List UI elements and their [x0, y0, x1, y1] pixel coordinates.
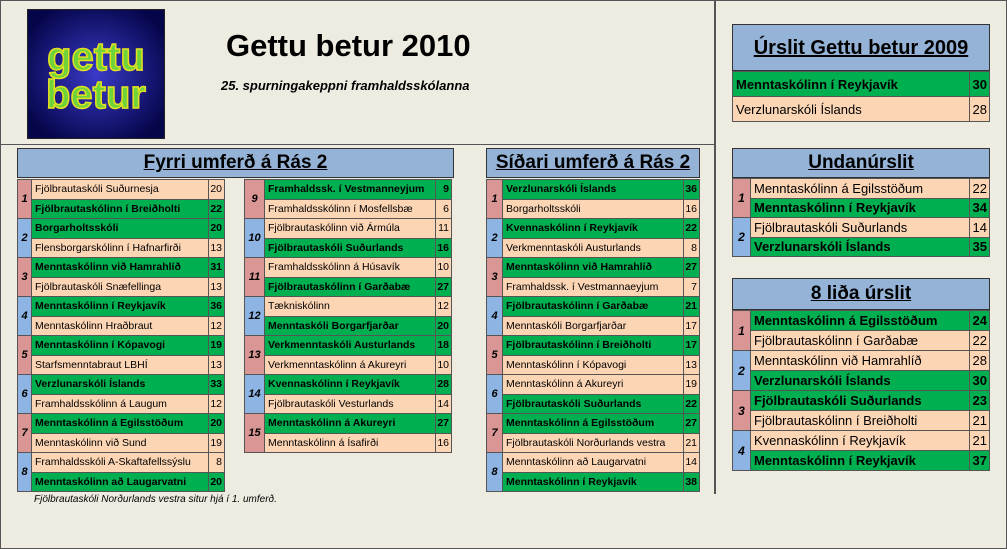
table-row — [733, 431, 990, 451]
school-name: Menntaskólinn Hraðbraut — [32, 316, 209, 336]
match-number: 7 — [487, 414, 503, 453]
fyrri-umferd-panel — [17, 148, 454, 490]
score: 21 — [684, 297, 700, 317]
table-row — [18, 316, 225, 336]
match-number: 5 — [18, 336, 32, 375]
table-row — [18, 336, 225, 356]
match-number: 8 — [487, 453, 503, 492]
score: 28 — [970, 351, 990, 371]
match-number: 14 — [245, 375, 265, 414]
table-row — [487, 199, 700, 219]
score: 19 — [209, 433, 225, 453]
score: 20 — [436, 316, 452, 336]
school-name: Fjölbrautaskólinn í Garðabæ — [503, 297, 684, 317]
school-name: Kvennaskólinn í Reykjavík — [265, 375, 436, 395]
school-name: Menntaskólinn í Reykjavík — [751, 198, 970, 218]
table-row — [245, 258, 452, 278]
table-row — [245, 238, 452, 258]
score: 19 — [209, 336, 225, 356]
divider-horizontal — [0, 144, 714, 145]
match-number: 4 — [733, 431, 751, 471]
page-subtitle: 25. spurningakeppni framhaldsskólanna — [221, 78, 470, 93]
school-name: Menntaskólinn á Egilsstöðum — [503, 414, 684, 434]
school-name: Framhaldsskóli A-Skaftafellssýslu — [32, 453, 209, 473]
school-name: Menntaskólinn við Sund — [32, 433, 209, 453]
school-name: Borgarholtsskóli — [503, 199, 684, 219]
school-name: Verzlunarskóli Íslands — [32, 375, 209, 395]
table-row — [487, 433, 700, 453]
score: 27 — [436, 414, 452, 434]
sidari-umferd-panel — [486, 148, 700, 490]
table-row — [245, 375, 452, 395]
school-name: Menntaskólinn í Kópavogi — [32, 336, 209, 356]
match-number: 13 — [245, 336, 265, 375]
table-row — [18, 180, 225, 200]
divider-vertical — [714, 0, 716, 494]
score: 22 — [684, 219, 700, 239]
score: 16 — [684, 199, 700, 219]
match-number: 8 — [18, 453, 32, 492]
table-row — [487, 180, 700, 200]
score: 22 — [684, 394, 700, 414]
score: 36 — [209, 297, 225, 317]
match-number: 15 — [245, 414, 265, 453]
sidari-umferd-title: Síðari umferð á Rás 2 — [486, 148, 700, 178]
table-row — [487, 355, 700, 375]
sidari-table — [486, 179, 700, 492]
table-row — [733, 218, 990, 238]
match-number: 6 — [18, 375, 32, 414]
table-row — [18, 453, 225, 473]
score: 27 — [436, 277, 452, 297]
score: 17 — [684, 316, 700, 336]
school-name: Menntaskólinn í Reykjavík — [751, 451, 970, 471]
score: 11 — [436, 219, 452, 239]
school-name: Flensborgarskólinn í Hafnarfirði — [32, 238, 209, 258]
table-row — [18, 394, 225, 414]
table-row — [733, 391, 990, 411]
table-row — [733, 411, 990, 431]
match-number: 12 — [245, 297, 265, 336]
match-number: 4 — [18, 297, 32, 336]
school-name: Menntaskólinn í Kópavogi — [503, 355, 684, 375]
score: 28 — [436, 375, 452, 395]
school-name: Fjölbrautaskólinn í Breiðholti — [32, 199, 209, 219]
match-number: 2 — [733, 218, 751, 257]
table-row — [18, 297, 225, 317]
match-number: 5 — [487, 336, 503, 375]
match-number: 3 — [18, 258, 32, 297]
table-row — [487, 394, 700, 414]
match-number: 3 — [487, 258, 503, 297]
score: 18 — [436, 336, 452, 356]
table-row — [18, 238, 225, 258]
score: 7 — [684, 277, 700, 297]
score: 21 — [970, 411, 990, 431]
undanurslit-table — [732, 178, 990, 257]
table-row — [245, 414, 452, 434]
score: 34 — [970, 198, 990, 218]
fyrri-right-table — [244, 179, 452, 453]
score: 10 — [436, 355, 452, 375]
school-name: Fjölbrautaskóli Suðurlands — [751, 391, 970, 411]
score: 22 — [970, 179, 990, 199]
fyrri-umferd-title: Fyrri umferð á Rás 2 — [17, 148, 454, 178]
table-row — [18, 219, 225, 239]
score: 23 — [970, 391, 990, 411]
school-name: Menntaskólinn við Hamrahlíð — [32, 258, 209, 278]
match-number: 7 — [18, 414, 32, 453]
score: 37 — [970, 451, 990, 471]
table-row — [733, 198, 990, 218]
atta-lida-table — [732, 310, 990, 471]
table-row — [18, 277, 225, 297]
score: 30 — [970, 72, 990, 97]
school-name: Fjölbrautaskólinn í Breiðholti — [751, 411, 970, 431]
score: 19 — [684, 375, 700, 395]
score: 12 — [209, 394, 225, 414]
score: 28 — [970, 97, 990, 122]
school-name: Menntaskólinn í Reykjavík — [32, 297, 209, 317]
table-row — [18, 355, 225, 375]
table-row — [245, 316, 452, 336]
school-name: Menntaskólinn í Reykjavík — [733, 72, 970, 97]
logo-text-bottom: betur — [46, 73, 146, 117]
score: 16 — [436, 433, 452, 453]
school-name: Fjölbrautaskóli Suðurlands — [751, 218, 970, 238]
score: 8 — [684, 238, 700, 258]
score: 27 — [684, 258, 700, 278]
score: 27 — [684, 414, 700, 434]
gettu-betur-logo — [27, 9, 165, 139]
school-name: Menntaskólinn við Hamrahlíð — [751, 351, 970, 371]
school-name: Verzlunarskóli Íslands — [751, 237, 970, 257]
table-row — [487, 238, 700, 258]
footnote: Fjölbrautaskóli Norðurlands vestra situr hjá í 1. umferð. — [34, 494, 277, 505]
score: 13 — [209, 238, 225, 258]
school-name: Menntaskólinn í Reykjavík — [503, 472, 684, 492]
score: 14 — [436, 394, 452, 414]
table-row — [487, 219, 700, 239]
score: 12 — [209, 316, 225, 336]
table-row — [18, 199, 225, 219]
table-row — [733, 371, 990, 391]
school-name: Borgarholtsskóli — [32, 219, 209, 239]
table-row — [733, 179, 990, 199]
match-number: 1 — [18, 180, 32, 219]
school-name: Menntaskólinn við Hamrahlíð — [503, 258, 684, 278]
school-name: Menntaskólinn á Akureyri — [503, 375, 684, 395]
table-row — [733, 351, 990, 371]
fyrri-left-table — [17, 179, 225, 492]
score: 6 — [436, 199, 452, 219]
score: 14 — [970, 218, 990, 238]
match-number: 2 — [733, 351, 751, 391]
logo-text-top: gettu — [47, 35, 145, 79]
table-row — [245, 219, 452, 239]
school-name: Menntaskóli Borgarfjarðar — [265, 316, 436, 336]
score: 13 — [209, 277, 225, 297]
school-name: Starfsmenntabraut LBHÍ — [32, 355, 209, 375]
match-number: 11 — [245, 258, 265, 297]
school-name: Menntaskólinn á Egilsstöðum — [751, 311, 970, 331]
table-row — [245, 277, 452, 297]
school-name: Menntaskólinn á Akureyri — [265, 414, 436, 434]
score: 24 — [970, 311, 990, 331]
school-name: Fjölbrautaskóli Suðurlands — [503, 394, 684, 414]
table-row — [487, 472, 700, 492]
table-row — [245, 355, 452, 375]
score: 20 — [209, 414, 225, 434]
table-row — [487, 453, 700, 473]
atta-lida-panel — [732, 278, 990, 472]
match-number: 9 — [245, 180, 265, 219]
match-number: 3 — [733, 391, 751, 431]
score: 9 — [436, 180, 452, 200]
table-row — [487, 277, 700, 297]
table-row — [733, 331, 990, 351]
page-title: Gettu betur 2010 — [226, 28, 471, 63]
school-name: Fjölbrautaskóli Norðurlands vestra — [503, 433, 684, 453]
match-number: 4 — [487, 297, 503, 336]
table-row — [245, 336, 452, 356]
score: 38 — [684, 472, 700, 492]
table-row — [245, 394, 452, 414]
school-name: Framhaldsskólinn á Laugum — [32, 394, 209, 414]
school-name: Framhaldssk. í Vestmannaeyjum — [503, 277, 684, 297]
table-row — [245, 297, 452, 317]
table-row — [487, 336, 700, 356]
school-name: Verzlunarskóli Íslands — [733, 97, 970, 122]
school-name: Verzlunarskóli Íslands — [751, 371, 970, 391]
score: 31 — [209, 258, 225, 278]
score: 12 — [436, 297, 452, 317]
score: 30 — [970, 371, 990, 391]
score: 16 — [436, 238, 452, 258]
score: 13 — [684, 355, 700, 375]
match-number: 1 — [733, 311, 751, 351]
school-name: Fjölbrautaskóli Snæfellinga — [32, 277, 209, 297]
urslit-2009-title: Úrslit Gettu betur 2009 — [732, 24, 990, 71]
school-name: Menntaskólinn á Egilsstöðum — [32, 414, 209, 434]
school-name: Verzlunarskóli Íslands — [503, 180, 684, 200]
score: 8 — [209, 453, 225, 473]
table-row — [733, 451, 990, 471]
school-name: Fjölbrautaskólinn í Breiðholti — [503, 336, 684, 356]
urslit-2009-panel — [732, 24, 990, 122]
table-row — [18, 433, 225, 453]
school-name: Verkmenntaskóli Austurlands — [265, 336, 436, 356]
table-row — [487, 375, 700, 395]
score: 21 — [970, 431, 990, 451]
table-row — [487, 316, 700, 336]
score: 10 — [436, 258, 452, 278]
school-name: Tækniskólinn — [265, 297, 436, 317]
table-row — [245, 433, 452, 453]
table-row — [18, 414, 225, 434]
school-name: Verkmenntaskólinn á Akureyri — [265, 355, 436, 375]
table-row — [733, 311, 990, 331]
school-name: Framhaldssk. í Vestmanneyjum — [265, 180, 436, 200]
match-number: 6 — [487, 375, 503, 414]
score: 20 — [209, 180, 225, 200]
school-name: Menntaskólinn að Laugarvatni — [32, 472, 209, 492]
score: 33 — [209, 375, 225, 395]
school-name: Framhaldsskólinn í Mosfellsbæ — [265, 199, 436, 219]
undanurslit-panel — [732, 148, 990, 258]
score: 22 — [970, 331, 990, 351]
match-number: 1 — [733, 179, 751, 218]
match-number: 2 — [487, 219, 503, 258]
table-row — [733, 97, 990, 122]
urslit-table — [732, 71, 990, 122]
table-row — [18, 375, 225, 395]
atta-lida-title: 8 liða úrslit — [732, 278, 990, 310]
school-name: Kvennaskólinn í Reykjavík — [751, 431, 970, 451]
score: 20 — [209, 219, 225, 239]
school-name: Menntaskólinn að Laugarvatni — [503, 453, 684, 473]
school-name: Kvennaskólinn í Reykjavík — [503, 219, 684, 239]
score: 13 — [209, 355, 225, 375]
score: 22 — [209, 199, 225, 219]
school-name: Framhaldsskólinn á Húsavík — [265, 258, 436, 278]
score: 17 — [684, 336, 700, 356]
table-row — [487, 414, 700, 434]
match-number: 2 — [18, 219, 32, 258]
school-name: Fjölbrautaskólinn í Garðabæ — [265, 277, 436, 297]
table-row — [487, 297, 700, 317]
match-number: 10 — [245, 219, 265, 258]
score: 21 — [684, 433, 700, 453]
school-name: Menntaskólinn á Ísafirði — [265, 433, 436, 453]
table-row — [18, 258, 225, 278]
school-name: Fjölbrautaskóli Suðurlands — [265, 238, 436, 258]
school-name: Fjölbrautaskólinn við Ármúla — [265, 219, 436, 239]
table-row — [733, 237, 990, 257]
school-name: Verkmenntaskóli Austurlands — [503, 238, 684, 258]
school-name: Fjölbrautaskólinn í Garðabæ — [751, 331, 970, 351]
table-row — [245, 180, 452, 200]
table-row — [18, 472, 225, 492]
school-name: Fjölbrautaskóli Vesturlands — [265, 394, 436, 414]
table-row — [245, 199, 452, 219]
school-name: Menntaskólinn á Egilsstöðum — [751, 179, 970, 199]
table-row — [487, 258, 700, 278]
score: 14 — [684, 453, 700, 473]
score: 35 — [970, 237, 990, 257]
undanurslit-title: Undanúrslit — [732, 148, 990, 178]
school-name: Fjölbrautaskóli Suðurnesja — [32, 180, 209, 200]
school-name: Menntaskóli Borgarfjarðar — [503, 316, 684, 336]
score: 36 — [684, 180, 700, 200]
table-row — [733, 72, 990, 97]
match-number: 1 — [487, 180, 503, 219]
score: 20 — [209, 472, 225, 492]
